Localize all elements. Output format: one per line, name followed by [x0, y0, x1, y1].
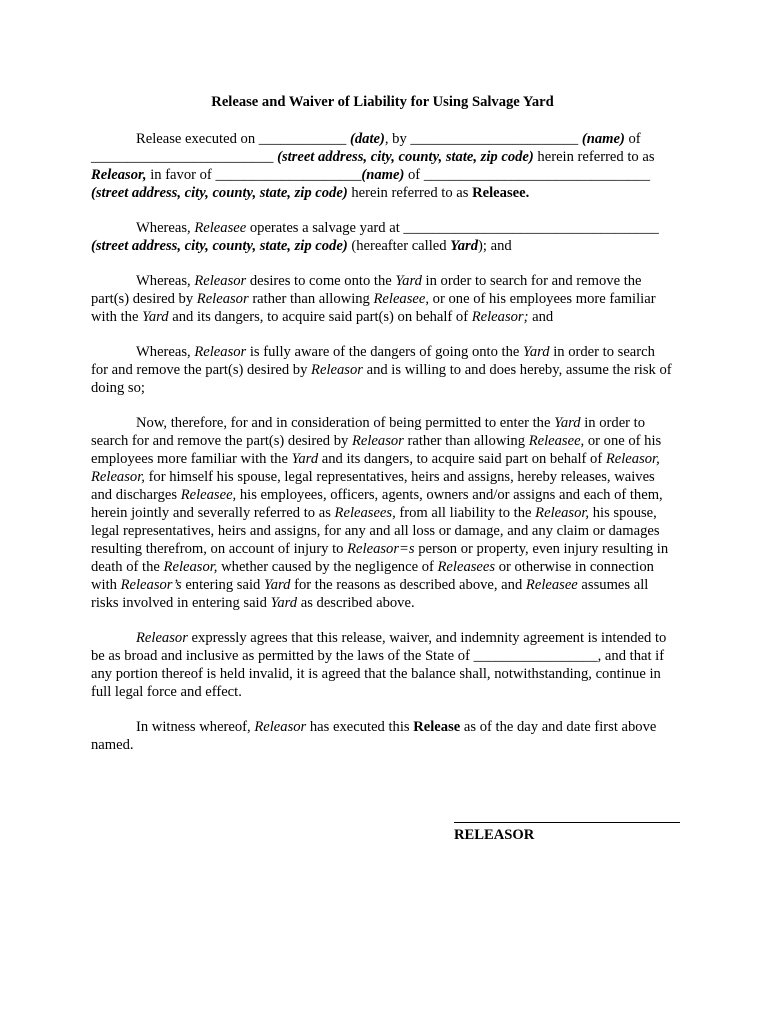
paragraph-whereas-salvage-yard: Whereas, Releasee operates a salvage yard at ___________________________________ (street address, city, county, state, zip code) (hereafter called Yard); and — [91, 220, 659, 254]
paragraph-now-therefore: Now, therefore, for and in consideration of being permitted to enter the Yard in order to search for and remove the part(s) desired by Releasor rather than allowing Releasee, or one of his employees more familiar with the Yard and its dangers, to acquire said part on behalf of Releasor, Releasor, for himself his spouse, legal representatives, heirs and assigns, hereby releases, waives and discharges Releasee, his employees, officers, agents, owners and/or assigns and each of them, herein jointly and severally referred to as Releasees, from all liability to the Releasor, his spouse, legal representatives, heirs and assigns, for any and all loss or damage, and any claim or damages resulting therefrom, on account of injury to Releasor=s person or property, even injury resulting in death of the Releasor, whether caused by the negligence of Releasees or otherwise in connection with Releasor’s entering said Yard for the reasons as described above, and Releasee assumes all risks involved in entering said Yard as described above. — [91, 415, 669, 611]
paragraph-expressly-agrees: Releasor expressly agrees that this release, waiver, and indemnity agreement is intended to be as broad and inclusive as permitted by the laws of the State of _________________, and that if any portion thereof is held invalid, it is agreed that the balance shall, notwithstanding, continue in full legal force and effect. — [91, 630, 667, 700]
signature-line — [454, 822, 680, 823]
signature-block — [454, 806, 680, 844]
paragraph-whereas-fully-aware: Whereas, Releasor is fully aware of the dangers of going onto the Yard in order to search for and remove the part(s) desired by Releasor and is willing to and does hereby, assume the risk of doing so; — [91, 344, 672, 396]
paragraph-whereas-releasor-desires: Whereas, Releasor desires to come onto the Yard in order to search for and remove the part(s) desired by Releasor rather than allowing Releasee, or one of his employees more familiar with the Yard and its dangers, to acquire said part(s) on behalf of Releasor; and — [91, 273, 656, 325]
document-title: Release and Waiver of Liability for Using Salvage Yard — [211, 94, 554, 110]
signature-label: RELEASOR — [454, 827, 535, 843]
paragraph-in-witness-whereof: In witness whereof, Releasor has executed this Release as of the day and date first above named. — [91, 719, 657, 753]
paragraph-release-executed: Release executed on ____________ (date), by _______________________ (name) of _________________________ (street address, city, county, state, zip code) herein referred to as Releasor, in favor of ____________________(name) of _______________________________ (street address, city, county, state, zip code) herein referred to as Releasee. — [91, 131, 655, 201]
